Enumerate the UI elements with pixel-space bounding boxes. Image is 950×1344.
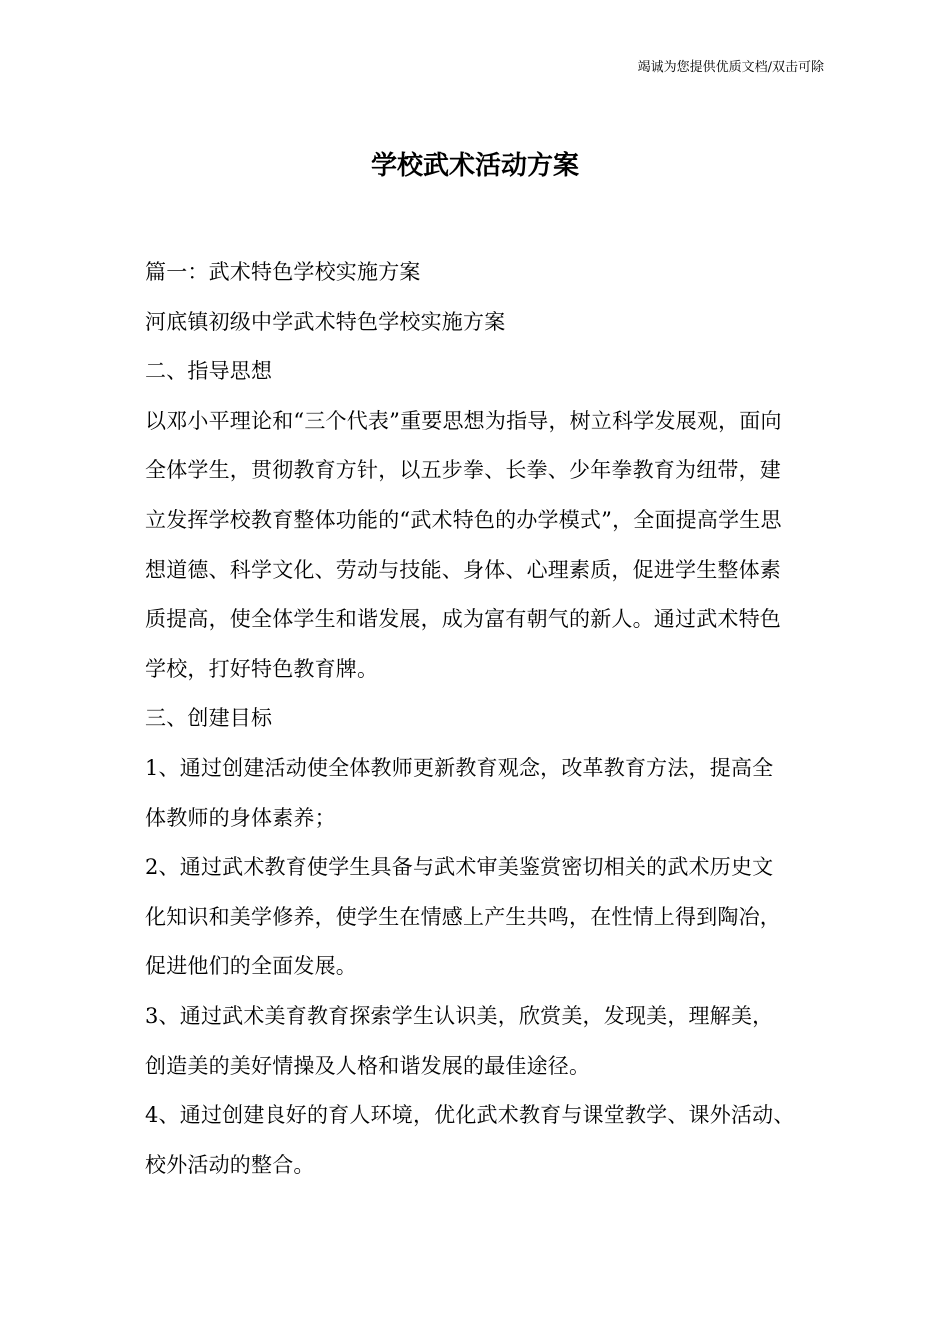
body-line: 想道德、科学文化、劳动与技能、身体、心理素质，促进学生整体素: [145, 557, 781, 582]
body-line: 全体学生，贯彻教育方针，以五步拳、长拳、少年拳教育为纽带，建: [145, 458, 781, 483]
document-body: [145, 248, 829, 1190]
section-heading: 三、创建目标: [145, 706, 273, 731]
list-item-line: 1、通过创建活动使全体教师更新教育观念，改革教育方法，提高全: [145, 755, 774, 780]
body-line: 学校，打好特色教育牌。: [145, 656, 379, 681]
body-line: 以邓小平理论和“三个代表”重要思想为指导，树立科学发展观，面向: [145, 408, 782, 433]
list-item-line: 创造美的美好情操及人格和谐发展的最佳途径。: [145, 1053, 591, 1078]
subtitle-line: 河底镇初级中学武术特色学校实施方案: [145, 309, 506, 334]
document-title: 学校武术活动方案: [370, 151, 579, 181]
list-item-line: 2、通过武术教育使学生具备与武术审美鉴赏密切相关的武术历史文: [145, 855, 774, 880]
header-note: 竭诚为您提供优质文档/双击可除: [637, 60, 824, 75]
body-line: 立发挥学校教育整体功能的“武术特色的办学模式”，全面提高学生思: [145, 507, 782, 532]
body-line: 质提高，使全体学生和谐发展，成为富有朝气的新人。通过武术特色: [145, 607, 781, 632]
list-item-line: 促进他们的全面发展。: [145, 954, 357, 979]
list-item-line: 4、通过创建良好的育人环境，优化武术教育与课堂教学、课外活动、: [145, 1103, 795, 1128]
list-item-line: 化知识和美学修养，使学生在情感上产生共鸣，在性情上得到陶冶，: [145, 904, 781, 929]
list-item-line: 校外活动的整合。: [145, 1152, 315, 1177]
list-item-line: 3、通过武术美育教育探索学生认识美，欣赏美，发现美，理解美，: [145, 1003, 774, 1028]
section-heading: 篇一：武术特色学校实施方案: [145, 260, 421, 284]
section-heading: 二、指导思想: [145, 359, 273, 384]
list-item-line: 体教师的身体素养；: [145, 805, 336, 830]
